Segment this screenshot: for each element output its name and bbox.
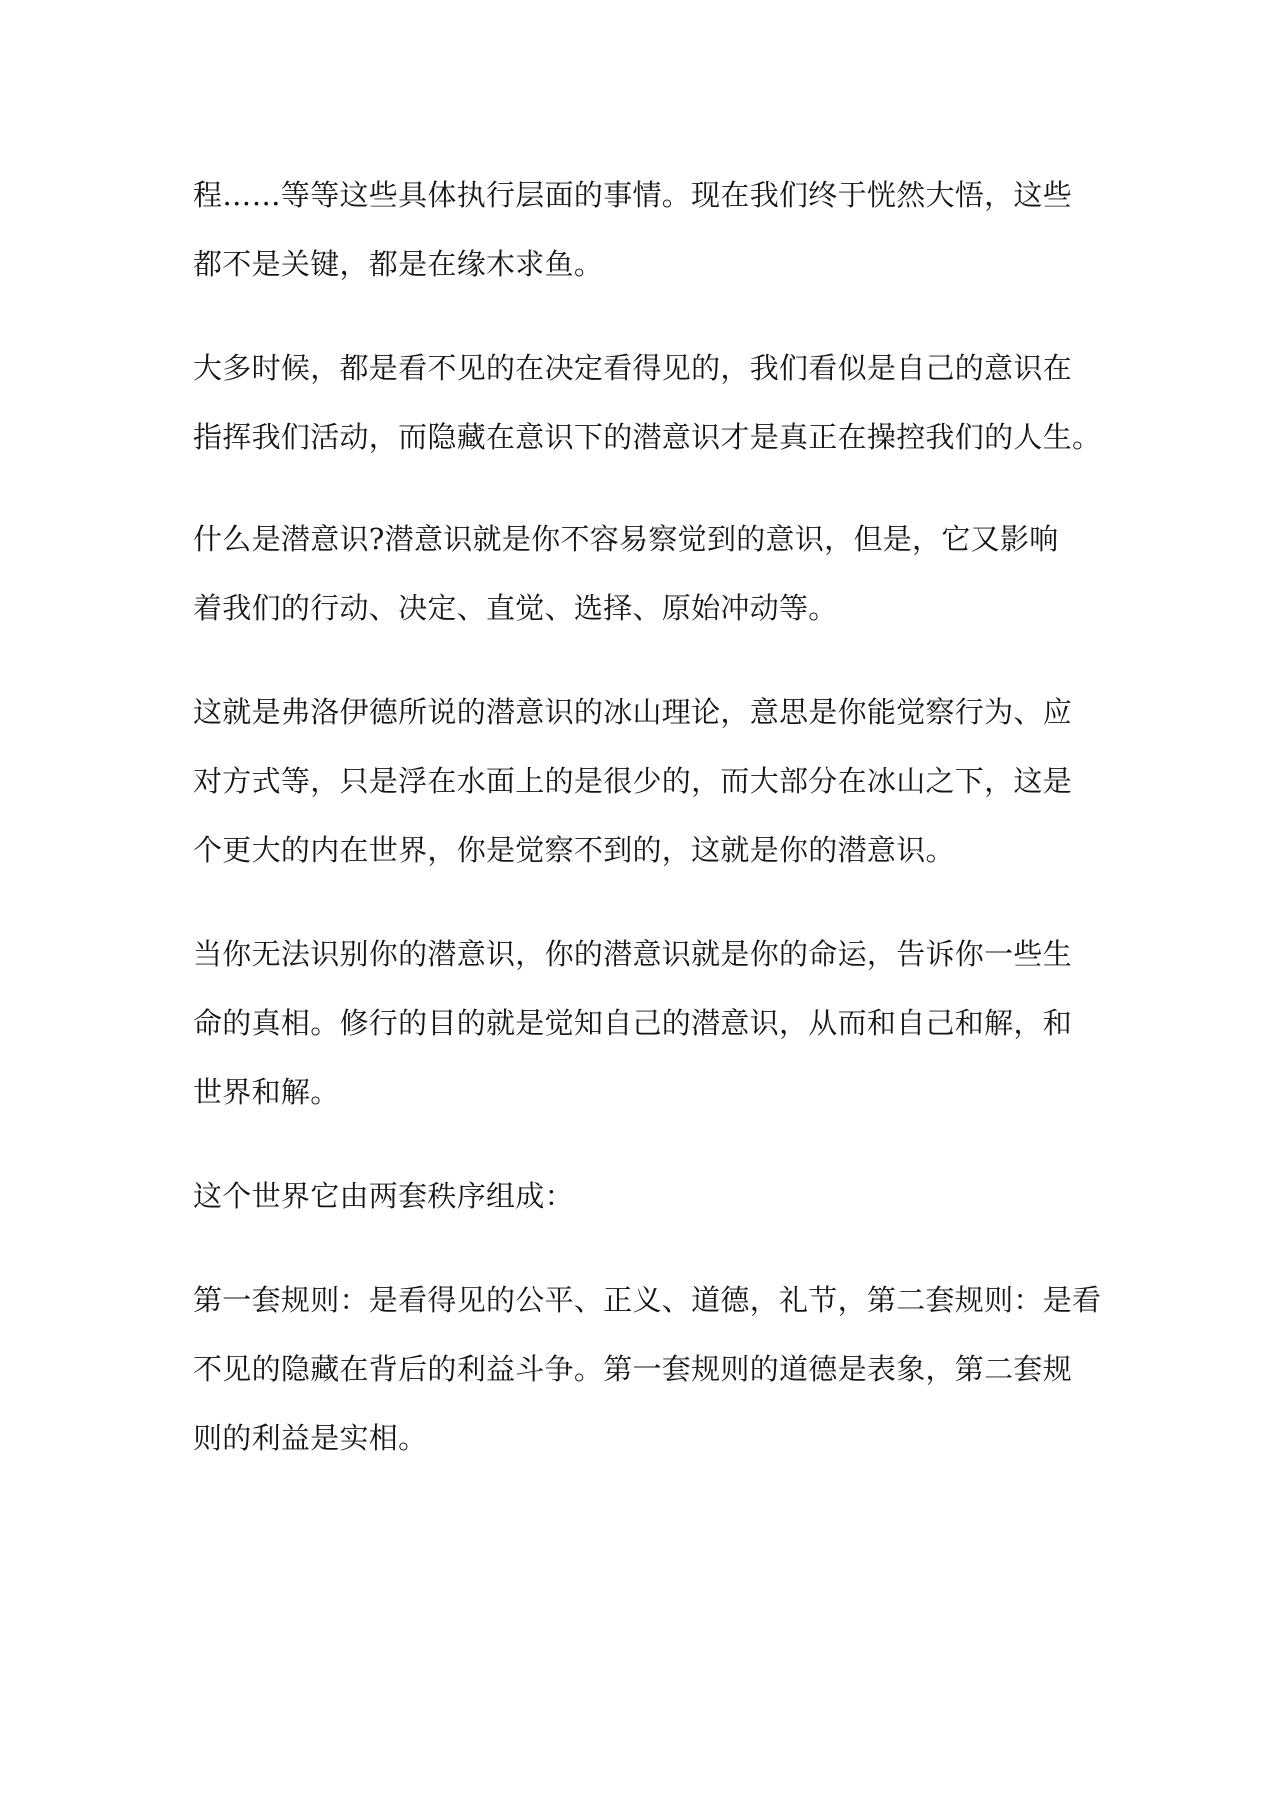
paragraph-4-line-1: 这就是弗洛伊德所说的潜意识的冰山理论，意思是你能觉察行为、应	[193, 695, 1073, 729]
paragraph-4-line-3: 个更大的内在世界，你是觉察不到的，这就是你的潜意识。	[193, 833, 955, 867]
paragraph-7-line-3: 则的利益是实相。	[193, 1421, 428, 1455]
paragraph-3-line-2: 着我们的行动、决定、直觉、选择、原始冲动等。	[193, 591, 838, 625]
paragraph-3-line-1: 什么是潜意识?潜意识就是你不容易察觉到的意识，但是，它又影响	[193, 522, 1059, 556]
paragraph-2-line-1: 大多时候，都是看不见的在决定看得见的，我们看似是自己的意识在	[193, 351, 1073, 385]
paragraph-2-line-2: 指挥我们活动，而隐藏在意识下的潜意识才是真正在操控我们的人生。	[193, 420, 1102, 454]
paragraph-7-line-2: 不见的隐藏在背后的利益斗争。第一套规则的道德是表象，第二套规	[193, 1352, 1073, 1386]
paragraph-5-line-2: 命的真相。修行的目的就是觉知自己的潜意识，从而和自己和解，和	[193, 1006, 1073, 1040]
paragraph-6-line-1: 这个世界它由两套秩序组成：	[193, 1179, 574, 1213]
paragraph-5-line-3: 世界和解。	[193, 1075, 340, 1109]
paragraph-1-line-2: 都不是关键，都是在缘木求鱼。	[193, 247, 604, 281]
paragraph-5-line-1: 当你无法识别你的潜意识，你的潜意识就是你的命运，告诉你一些生	[193, 937, 1073, 971]
paragraph-1-line-1: 程……等等这些具体执行层面的事情。现在我们终于恍然大悟，这些	[193, 178, 1073, 212]
paragraph-4-line-2: 对方式等，只是浮在水面上的是很少的，而大部分在冰山之下，这是	[193, 764, 1073, 798]
paragraph-7-line-1: 第一套规则：是看得见的公平、正义、道德，礼节，第二套规则：是看	[193, 1283, 1102, 1317]
